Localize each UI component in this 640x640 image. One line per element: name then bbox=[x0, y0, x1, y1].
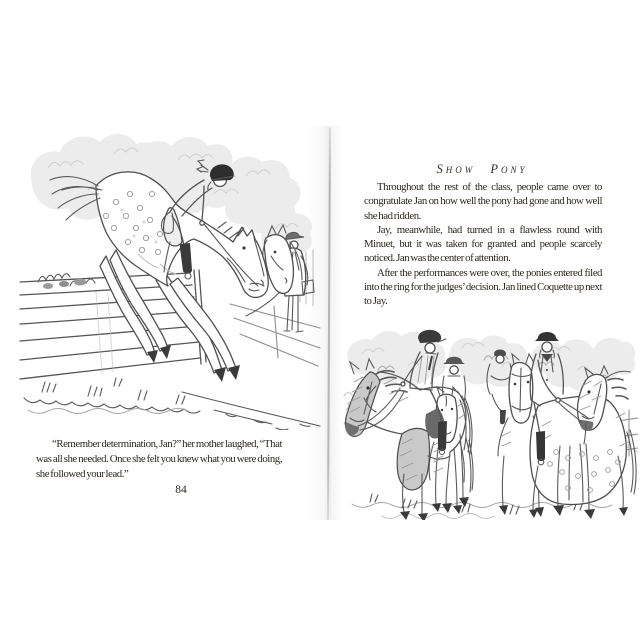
illustration-riders-entering-ring bbox=[342, 326, 638, 520]
paragraph: Throughout the rest of the class, people came over to congratulate Jan on how well the pony had gone and how well she had ridden. bbox=[364, 181, 602, 222]
caption-text: “Remember determination, Jan?” her mother laughed, “That was all she needed. Once she felt you knew what you were doing, she followed your lead.” bbox=[36, 438, 282, 480]
illustration-pony-jumping-fence bbox=[18, 124, 322, 430]
paragraph: After the performances were over, the ponies entered filed into the ring for the judges’ decision. Jan lined Coquette up next to Jay. bbox=[364, 266, 602, 308]
chapter-running-title: Show Pony bbox=[436, 162, 528, 176]
page-number: 84 bbox=[175, 484, 187, 496]
paragraph: Jay, meanwhile, had turned in a flawless round with Minuet, but it was taken for granted and people scarcely noticed. Jan was the center of attention. bbox=[364, 223, 602, 265]
body-text bbox=[364, 180, 602, 309]
